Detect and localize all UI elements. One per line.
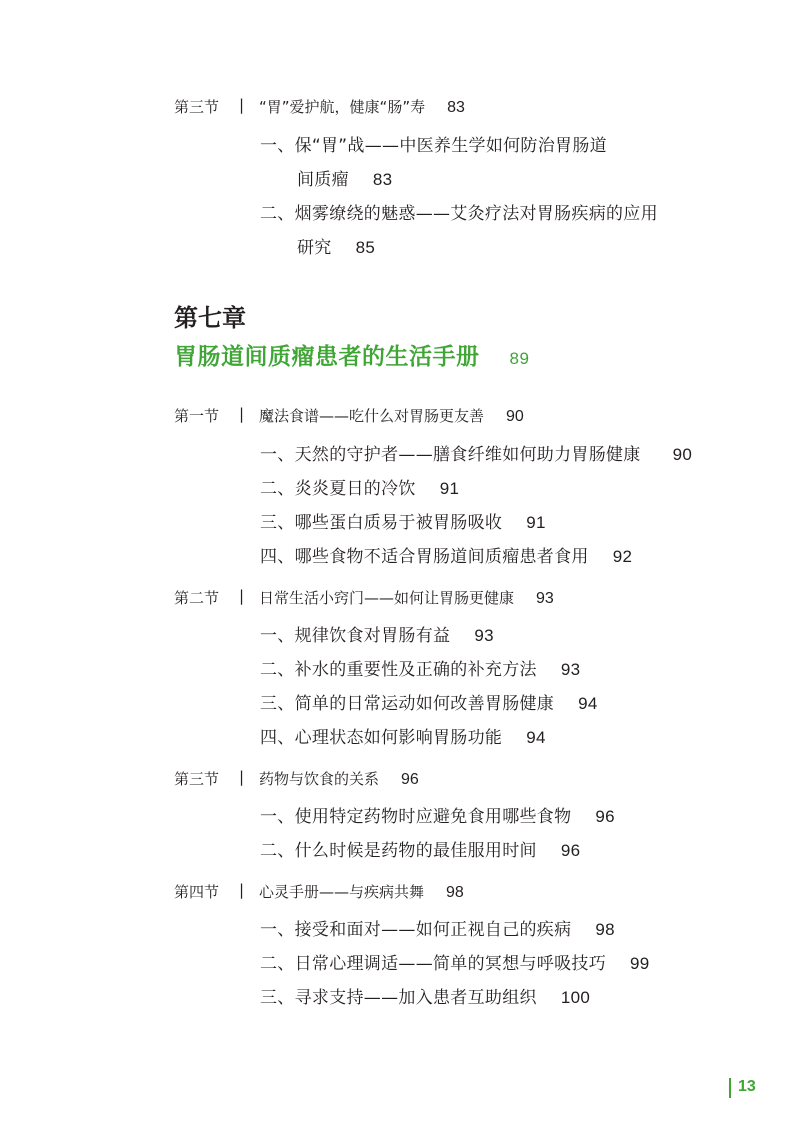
- footer-page-number: 13: [738, 1078, 756, 1095]
- toc-item-page-number: 100: [560, 988, 591, 1007]
- toc-item[interactable]: [260, 723, 546, 748]
- toc-item-continuation[interactable]: [297, 233, 375, 258]
- toc-item-page-number: 99: [630, 954, 650, 973]
- toc-item-text: 二、日常心理调适——简单的冥想与呼吸技巧: [260, 954, 606, 974]
- toc-item-page-number: 92: [612, 547, 633, 566]
- chapter-label: 第七章: [174, 304, 246, 332]
- toc-item-page-number: 96: [595, 807, 615, 826]
- toc-item-text: 一、接受和面对——如何正视自己的疾病: [260, 920, 572, 940]
- toc-item[interactable]: [260, 474, 459, 499]
- toc-item-text: 四、心理状态如何影响胃肠功能: [260, 728, 503, 748]
- section-title-text: 日常生活小窍门——如何让胃肠更健康: [259, 589, 515, 607]
- toc-item-text: 一、使用特定药物时应避免食用哪些食物: [260, 807, 572, 827]
- toc-item[interactable]: [260, 199, 658, 224]
- toc-item[interactable]: [260, 508, 546, 533]
- section-label: 第二节: [174, 589, 220, 607]
- toc-item-text: 二、炎炎夏日的冷饮: [260, 479, 416, 499]
- toc-item[interactable]: [260, 983, 590, 1008]
- toc-item-text: 一、保“胃”战——中医养生学如何防治胃肠道: [260, 136, 607, 156]
- section-label: 第四节: [174, 883, 220, 901]
- toc-item[interactable]: [260, 915, 615, 940]
- section-separator: |: [239, 881, 245, 899]
- section-separator: |: [239, 768, 245, 786]
- section-page-number: 90: [506, 408, 524, 425]
- section-title[interactable]: [259, 587, 554, 608]
- toc-item[interactable]: [260, 440, 692, 465]
- section-title-text: 药物与饮食的关系: [259, 770, 380, 788]
- toc-item-page-number: 94: [526, 728, 546, 747]
- toc-item-text: 二、补水的重要性及正确的补充方法: [260, 660, 537, 680]
- section-label: 第三节: [174, 98, 220, 116]
- toc-item[interactable]: [260, 621, 494, 646]
- section-separator: |: [239, 405, 245, 423]
- section-separator: |: [239, 96, 245, 114]
- toc-item-text: 三、简单的日常运动如何改善胃肠健康: [260, 694, 555, 714]
- section-title[interactable]: [259, 768, 419, 789]
- section-page-number: 98: [446, 884, 464, 901]
- section-page-number: 96: [401, 771, 419, 788]
- section-title-text: “胃”爱护航，健康“肠”寿: [259, 98, 426, 116]
- toc-item-page-number: 83: [372, 170, 393, 189]
- toc-item-continuation[interactable]: [297, 165, 392, 190]
- section-title[interactable]: [259, 405, 524, 426]
- section-title[interactable]: [259, 96, 465, 117]
- toc-item[interactable]: [260, 802, 615, 827]
- toc-item-text: 一、天然的守护者——膳食纤维如何助力胃肠健康: [260, 445, 641, 465]
- section-title-text: 心灵手册——与疾病共舞: [259, 883, 425, 901]
- toc-item[interactable]: [260, 836, 580, 861]
- toc-item[interactable]: [260, 655, 580, 680]
- section-label: 第三节: [174, 770, 220, 788]
- toc-item-page-number: 85: [355, 238, 376, 257]
- toc-item[interactable]: [260, 131, 607, 156]
- toc-item-text: 间质瘤: [297, 170, 349, 190]
- toc-item-page-number: 94: [578, 694, 598, 713]
- toc-item-text: 二、烟雾缭绕的魅惑——艾灸疗法对胃肠疾病的应用: [260, 204, 658, 224]
- footer-divider: [729, 1078, 731, 1098]
- section-title[interactable]: [259, 881, 464, 902]
- section-title-text: 魔法食谱——吃什么对胃肠更友善: [259, 407, 485, 425]
- chapter-page-number: 89: [509, 349, 530, 368]
- toc-item-page-number: 98: [595, 920, 615, 939]
- toc-item-text: 二、什么时候是药物的最佳服用时间: [260, 841, 537, 861]
- chapter-title[interactable]: [174, 338, 529, 371]
- toc-item-page-number: 91: [526, 513, 546, 532]
- section-page-number: 83: [447, 99, 465, 116]
- toc-item[interactable]: [260, 949, 650, 974]
- section-page-number: 93: [536, 590, 554, 607]
- toc-item-page-number: 91: [439, 479, 460, 498]
- toc-item-text: 四、哪些食物不适合胃肠道间质瘤患者食用: [260, 547, 589, 567]
- toc-item-page-number: 96: [560, 841, 581, 860]
- section-label: 第一节: [174, 407, 220, 425]
- toc-item-page-number: 93: [560, 660, 581, 679]
- chapter-title-text: 胃肠道间质瘤患者的生活手册: [174, 344, 480, 370]
- toc-item-text: 研究: [297, 238, 332, 258]
- toc-item-text: 一、规律饮食对胃肠有益: [260, 626, 451, 646]
- toc-item-page-number: 93: [474, 626, 494, 645]
- toc-item[interactable]: [260, 542, 632, 567]
- toc-item[interactable]: [260, 689, 598, 714]
- toc-item-text: 三、寻求支持——加入患者互助组织: [260, 988, 537, 1008]
- toc-item-page-number: 90: [672, 445, 693, 464]
- section-separator: |: [239, 587, 245, 605]
- toc-item-text: 三、哪些蛋白质易于被胃肠吸收: [260, 513, 503, 533]
